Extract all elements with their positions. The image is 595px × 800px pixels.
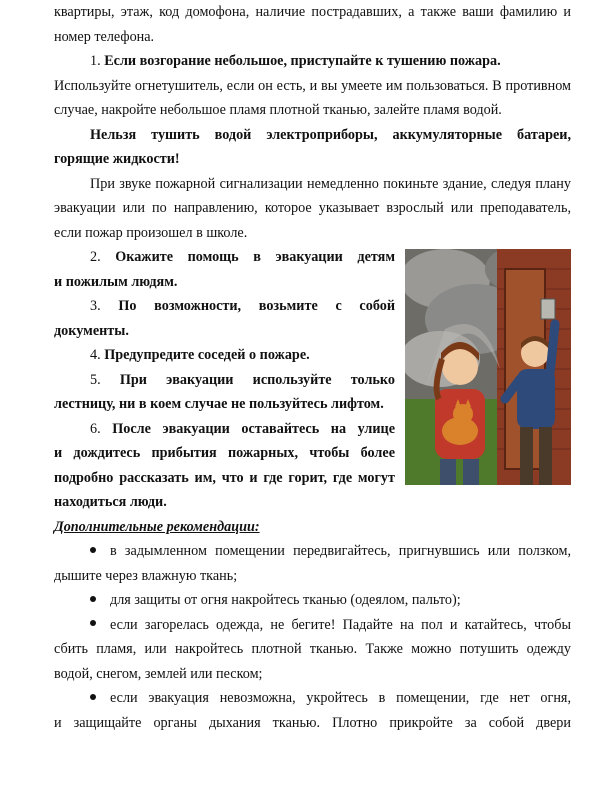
alarm-paragraph-line: если пожар произошел в школе. bbox=[54, 224, 248, 241]
bullet-icon bbox=[90, 547, 96, 553]
top-paragraph-line: номер телефона. bbox=[54, 28, 155, 45]
top-paragraph-line: квартиры, этаж, код домофона, наличие пострадавших, а также ваши фамилию и bbox=[54, 4, 571, 20]
item-2-line: 2. Окажите помощь в эвакуации детям bbox=[90, 249, 395, 265]
item-1-text: случае, накройте небольшое пламя плотной тканью, залейте пламя водой. bbox=[54, 102, 502, 118]
item-6-line: и дождитесь прибытия пожарных, чтобы более bbox=[54, 445, 395, 461]
bullet-item: если эвакуация невозможна, укройтесь в помещении, где нет огня, bbox=[54, 686, 571, 711]
bullet-icon bbox=[90, 596, 96, 602]
children-evacuating-fire-illustration bbox=[405, 249, 571, 485]
document-page bbox=[54, 0, 571, 800]
item-1-heading bbox=[54, 49, 571, 74]
item-3-line: 3. По возможности, возьмите с собой bbox=[90, 298, 395, 314]
alarm-paragraph-line: эвакуации или по направлению, которое указывает взрослый или преподаватель, bbox=[54, 200, 571, 216]
bullet-item: если загорелась одежда, не бегите! Падайте на пол и катайтесь, чтобы bbox=[54, 613, 571, 638]
item-3-line: документы. bbox=[54, 322, 129, 339]
item-2-line: и пожилым людям. bbox=[54, 273, 178, 290]
item-5-line: лестницу, ни в коем случае не пользуйтесь лифтом. bbox=[54, 396, 384, 412]
alarm-paragraph-line: При звуке пожарной сигнализации немедленно покиньте здание, следуя плану bbox=[90, 175, 571, 192]
bullet-icon bbox=[90, 620, 96, 626]
item-5-line: 5. При эвакуации используйте только bbox=[90, 371, 395, 388]
bullet-item-continued: сбить пламя, или накройтесь плотной тканью. Также можно потушить одежду bbox=[54, 641, 571, 657]
item-1-text: Используйте огнетушитель, если он есть, и вы умеете им пользоваться. В противном bbox=[54, 77, 571, 94]
item-4-line: 4. Предупредите соседей о пожаре. bbox=[90, 347, 310, 363]
evacuation-illustration bbox=[405, 249, 571, 485]
item-6-line: находиться люди. bbox=[54, 494, 167, 510]
item-number: 1. bbox=[90, 53, 101, 69]
bullet-item: для защиты от огня накройтесь тканью (одеялом, пальто); bbox=[54, 588, 571, 613]
item-6-line: 6. После эвакуации оставайтесь на улице bbox=[90, 420, 395, 437]
bullet-item: в задымленном помещении передвигайтесь, пригнувшись или ползком, bbox=[54, 539, 571, 564]
warning-text: Нельзя тушить водой электроприборы, аккумуляторные батареи, bbox=[90, 126, 571, 143]
bullet-item-continued: водой, снегом, землей или песком; bbox=[54, 665, 263, 682]
bullet-item-continued: дышите через влажную ткань; bbox=[54, 567, 238, 584]
item-6-line: подробно рассказать им, что и где горит, где могут bbox=[54, 469, 395, 486]
item-1-title: Если возгорание небольшое, приступайте к тушению пожара. bbox=[104, 53, 501, 69]
warning-text: горящие жидкости! bbox=[54, 151, 180, 167]
bullet-icon bbox=[90, 694, 96, 700]
recommendations-heading: Дополнительные рекомендации: bbox=[54, 518, 260, 535]
bullet-item-continued: и защищайте органы дыхания тканью. Плотно прикройте за собой двери bbox=[54, 714, 571, 731]
